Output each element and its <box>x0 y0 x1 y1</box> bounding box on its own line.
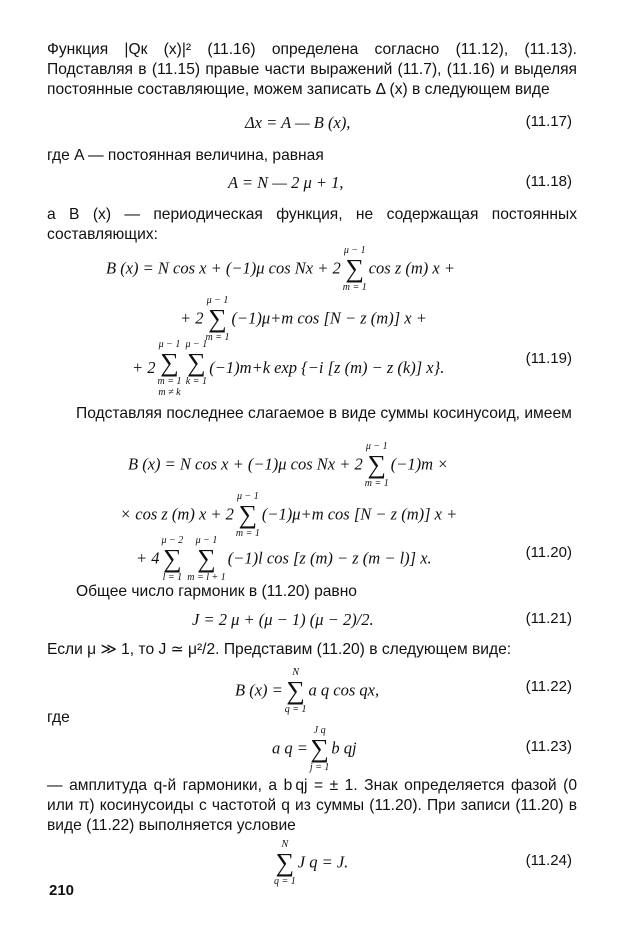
equation-11-17: Δx = A — B (x), (11.17) <box>245 113 572 132</box>
equation-11-19-line-3: + 2 μ − 1 ∑ m = 1 m ≠ k μ − 1 ∑ k = 1 (−1)m+k exp {−i [z (m) − z (k)] x}. (11.19) <box>132 339 572 398</box>
paragraph-5: Общее число гармоник в (11.20) равно <box>76 583 357 600</box>
paragraph-2: где A — постоянная величина, равная <box>47 147 324 164</box>
paragraph-6: Если μ ≫ 1, то J ≃ μ²/2. Представим (11.20) в следующем виде: <box>47 641 512 658</box>
equation-11-20-line-3: + 4 μ − 2 ∑ l = 1 μ − 1 ∑ m = l + 1 (−1)l cos [z (m) − z (m − l)] x. (11.20) <box>136 535 572 583</box>
paragraph-8: — амплитуда q-й гармоники, a b qj = ± 1. Знак определяется фазой (0 или π) косинусоиды с частотой q из суммы (11.20). При записи (11.20) в виде (11.22) выполняется условие <box>47 777 577 834</box>
equation-11-19-line-2: + 2 μ − 1 ∑ m = 1 (−1)μ+m cos [N − z (m)] x + <box>180 295 427 343</box>
page-number: 210 <box>49 882 75 899</box>
equation-11-19-line-1: B (x) = N cos x + (−1)μ cos Nx + 2 μ − 1 ∑ m = 1 cos z (m) x + <box>106 245 455 293</box>
equation-11-20-line-1: B (x) = N cos x + (−1)μ cos Nx + 2 μ − 1 ∑ m = 1 (−1)m × <box>128 441 449 489</box>
paragraph-1: Функция |Qк (x)|² (11.16) определена согласно (11.12), (11.13). Подставляя в (11.15) правые части выражений (11.7), (11.16) и выделяя постоянные составляющие, можем записать Δ (x) в следующем виде <box>47 41 577 98</box>
paragraph-4: Подставляя последнее слагаемое в виде суммы косинусоид, имеем <box>76 405 572 422</box>
equation-11-23: a q = J q ∑ j = 1 b qj (11.23) <box>272 725 572 773</box>
equation-11-24: N ∑ q = 1 J q = J. (11.24) <box>274 839 572 887</box>
paragraph-3: а B (x) — периодическая функция, не содержащая постоянных составляющих: <box>47 206 577 243</box>
equation-11-22: B (x) = N ∑ q = 1 a q cos qx, (11.22) <box>235 667 572 715</box>
equation-11-20-line-2: × cos z (m) x + 2 μ − 1 ∑ m = 1 (−1)μ+m cos [N − z (m)] x + <box>120 491 458 539</box>
equation-11-18: A = N — 2 μ + 1, (11.18) <box>228 173 572 192</box>
paragraph-7: где <box>47 709 70 726</box>
equation-11-21: J = 2 μ + (μ − 1) (μ − 2)/2. (11.21) <box>192 610 572 629</box>
